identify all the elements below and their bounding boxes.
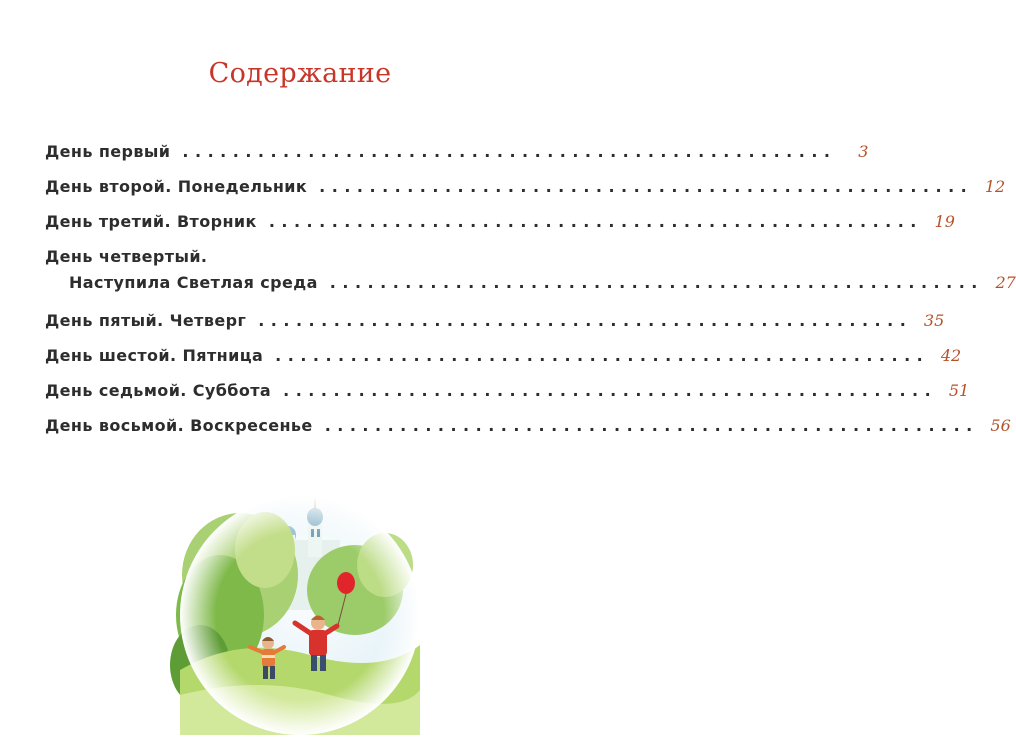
toc-entry-label: Наступила Светлая среда xyxy=(69,273,318,292)
toc-entry-label: День пятый. Четверг xyxy=(45,311,247,330)
toc-page-number: 51 xyxy=(948,381,970,400)
toc-page-number: 42 xyxy=(940,346,962,365)
watercolor-church-children-balloon-icon xyxy=(180,495,420,735)
toc-entry[interactable] xyxy=(45,212,955,238)
toc-entry[interactable] xyxy=(45,311,945,337)
leader-dots: .................................................... xyxy=(258,311,913,330)
toc-page-number: 19 xyxy=(934,212,955,231)
toc-entry-label: День восьмой. Воскресенье xyxy=(45,416,313,435)
leader-dots: .................................................... xyxy=(268,212,923,231)
toc-entry[interactable] xyxy=(45,273,1016,299)
leader-dots: .................................................... xyxy=(275,346,930,365)
toc-page-number: 27 xyxy=(995,273,1016,292)
toc-entry[interactable] xyxy=(45,346,962,372)
toc-entry-label-line1: День четвертый. xyxy=(45,247,208,266)
toc-page-number: 3 xyxy=(858,142,869,161)
toc-entry[interactable] xyxy=(45,381,970,407)
toc-entry-label: День шестой. Пятница xyxy=(45,346,264,365)
leader-dots: .................................................... xyxy=(283,381,938,400)
leader-dots: .................................................... xyxy=(182,142,837,161)
toc-entry-label: День седьмой. Суббота xyxy=(45,381,272,400)
toc-entry[interactable] xyxy=(45,177,1006,203)
page-title: Содержание xyxy=(208,58,392,89)
toc-entry-label: День первый xyxy=(45,142,171,161)
toc-entry-heading[interactable] xyxy=(45,247,540,273)
toc-page-number: 56 xyxy=(990,416,1011,435)
leader-dots: .................................................... xyxy=(329,273,984,292)
toc-entry-label: День второй. Понедельник xyxy=(45,177,308,196)
toc-page-number: 35 xyxy=(923,311,945,330)
leader-dots: .................................................... xyxy=(319,177,974,196)
toc-entry[interactable] xyxy=(45,142,869,168)
toc-entry-label: День третий. Вторник xyxy=(45,212,257,231)
leader-dots: .................................................... xyxy=(324,416,979,435)
toc-entry[interactable] xyxy=(45,416,1011,442)
toc-page-number: 12 xyxy=(984,177,1006,196)
